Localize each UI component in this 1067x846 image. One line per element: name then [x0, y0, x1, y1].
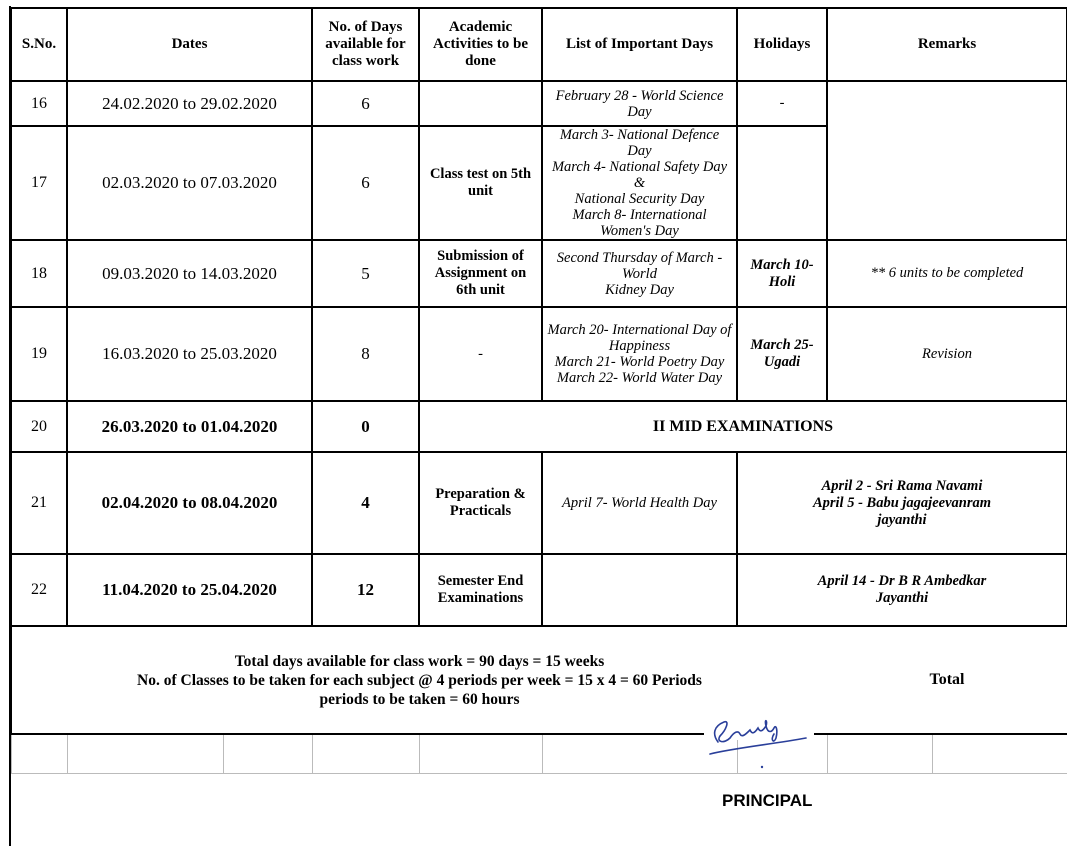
row-sno: 21	[11, 452, 67, 554]
mid-examinations-cell: II MID EXAMINATIONS	[419, 401, 1067, 452]
row-important-days	[542, 240, 737, 307]
row-important-days	[542, 126, 737, 240]
row-holidays	[737, 126, 827, 240]
row-sno: 19	[11, 307, 67, 401]
holiday-line: Jayanthi	[875, 590, 929, 606]
holiday-line: April 5 - Babu jagajeevanram	[812, 494, 992, 511]
principal-signature	[704, 704, 814, 774]
row-sno: 20	[11, 401, 67, 452]
row-days: 6	[312, 81, 419, 126]
holiday-line: Ugadi	[763, 354, 801, 370]
row-dates: 24.02.2020 to 29.02.2020	[67, 81, 312, 126]
important-line: February 28 - World Science Day	[555, 87, 724, 120]
row-days: 6	[312, 126, 419, 240]
row-dates: 02.03.2020 to 07.03.2020	[67, 126, 312, 240]
empty-cell	[827, 734, 1067, 774]
row-dates: 26.03.2020 to 01.04.2020	[67, 401, 312, 452]
row-remarks: Revision	[827, 307, 1067, 401]
row-important-days	[542, 307, 737, 401]
empty-cell	[67, 734, 312, 774]
table-row	[11, 452, 1067, 554]
important-line: National Security Day	[574, 191, 705, 207]
holiday-line: March 25-	[750, 337, 814, 353]
row-important-days	[542, 554, 737, 626]
important-line: March 20- International Day of	[547, 322, 732, 338]
row-sno: 22	[11, 554, 67, 626]
header-days: No. of Days available for class work	[312, 8, 419, 81]
totals-line: Total days available for class work = 90 days = 15 weeks	[234, 652, 605, 670]
header-important-days: List of Important Days	[542, 8, 737, 81]
header-remarks: Remarks	[827, 8, 1067, 81]
table-row	[11, 554, 1067, 626]
important-line: March 8- International Women's Day	[572, 207, 707, 239]
principal-label: PRINCIPAL	[722, 791, 813, 810]
row-days: 8	[312, 307, 419, 401]
row-activity: Preparation & Practicals	[419, 452, 542, 554]
row-dates: 16.03.2020 to 25.03.2020	[67, 307, 312, 401]
header-row	[11, 8, 1067, 81]
row-activity: Submission of Assignment on 6th unit	[419, 240, 542, 307]
row-activity: Class test on 5th unit	[419, 126, 542, 240]
row-dates: 02.04.2020 to 08.04.2020	[67, 452, 312, 554]
important-line: March 3- National Defence Day	[559, 127, 720, 159]
header-activities: Academic Activities to be done	[419, 8, 542, 81]
holiday-line: Holi	[768, 273, 796, 290]
holiday-line: jayanthi	[877, 511, 927, 528]
row-sno: 16	[11, 81, 67, 126]
empty-row	[11, 734, 1067, 774]
row-activity: -	[419, 307, 542, 401]
row-holidays	[737, 452, 1067, 554]
important-line: April 7- World Health Day	[562, 495, 717, 511]
row-remarks	[827, 81, 1067, 240]
empty-cell	[312, 734, 419, 774]
important-line: Second Thursday of March -World	[556, 249, 723, 282]
holiday-line: April 2 - Sri Rama Navami	[821, 477, 983, 494]
holiday-line: -	[779, 95, 785, 111]
table-row	[11, 307, 1067, 401]
totals-line: periods to be taken = 60 hours	[319, 690, 520, 708]
row-activity: Semester End Examinations	[419, 554, 542, 626]
row-days: 12	[312, 554, 419, 626]
row-days: 4	[312, 452, 419, 554]
row-holidays	[737, 307, 827, 401]
row-dates: 11.04.2020 to 25.04.2020	[67, 554, 312, 626]
important-line: Kidney Day	[605, 281, 674, 298]
row-holidays	[737, 240, 827, 307]
calendar-body	[10, 80, 1067, 774]
holiday-line: April 14 - Dr B R Ambedkar	[817, 573, 987, 589]
row-dates: 09.03.2020 to 14.03.2020	[67, 240, 312, 307]
table-row	[11, 401, 1067, 452]
row-important-days	[542, 81, 737, 126]
row-holidays	[737, 554, 1067, 626]
totals-row	[11, 626, 1067, 734]
important-line: Happiness	[608, 338, 671, 354]
row-sno: 18	[11, 240, 67, 307]
totals-line: No. of Classes to be taken for each subject @ 4 periods per week = 15 x 4 = 60 Periods	[137, 671, 702, 689]
table-row	[11, 240, 1067, 307]
row-holidays	[737, 81, 827, 126]
holiday-line: March 10-	[750, 256, 814, 273]
row-remarks: ** 6 units to be completed	[827, 240, 1067, 307]
totals-label: Total	[827, 626, 1067, 734]
table-row	[11, 81, 1067, 126]
empty-cell	[11, 734, 67, 774]
empty-cell	[419, 734, 542, 774]
row-sno: 17	[11, 126, 67, 240]
important-line: March 21- World Poetry Day	[554, 354, 725, 370]
header-holidays: Holidays	[737, 8, 827, 81]
important-line: March 22- World Water Day	[556, 370, 723, 386]
row-important-days	[542, 452, 737, 554]
academic-calendar-table	[10, 7, 1067, 82]
important-line: March 4- National Safety Day &	[551, 159, 728, 191]
header-dates: Dates	[67, 8, 312, 81]
row-days: 0	[312, 401, 419, 452]
row-activity	[419, 81, 542, 126]
row-days: 5	[312, 240, 419, 307]
header-sno: S.No.	[11, 8, 67, 81]
